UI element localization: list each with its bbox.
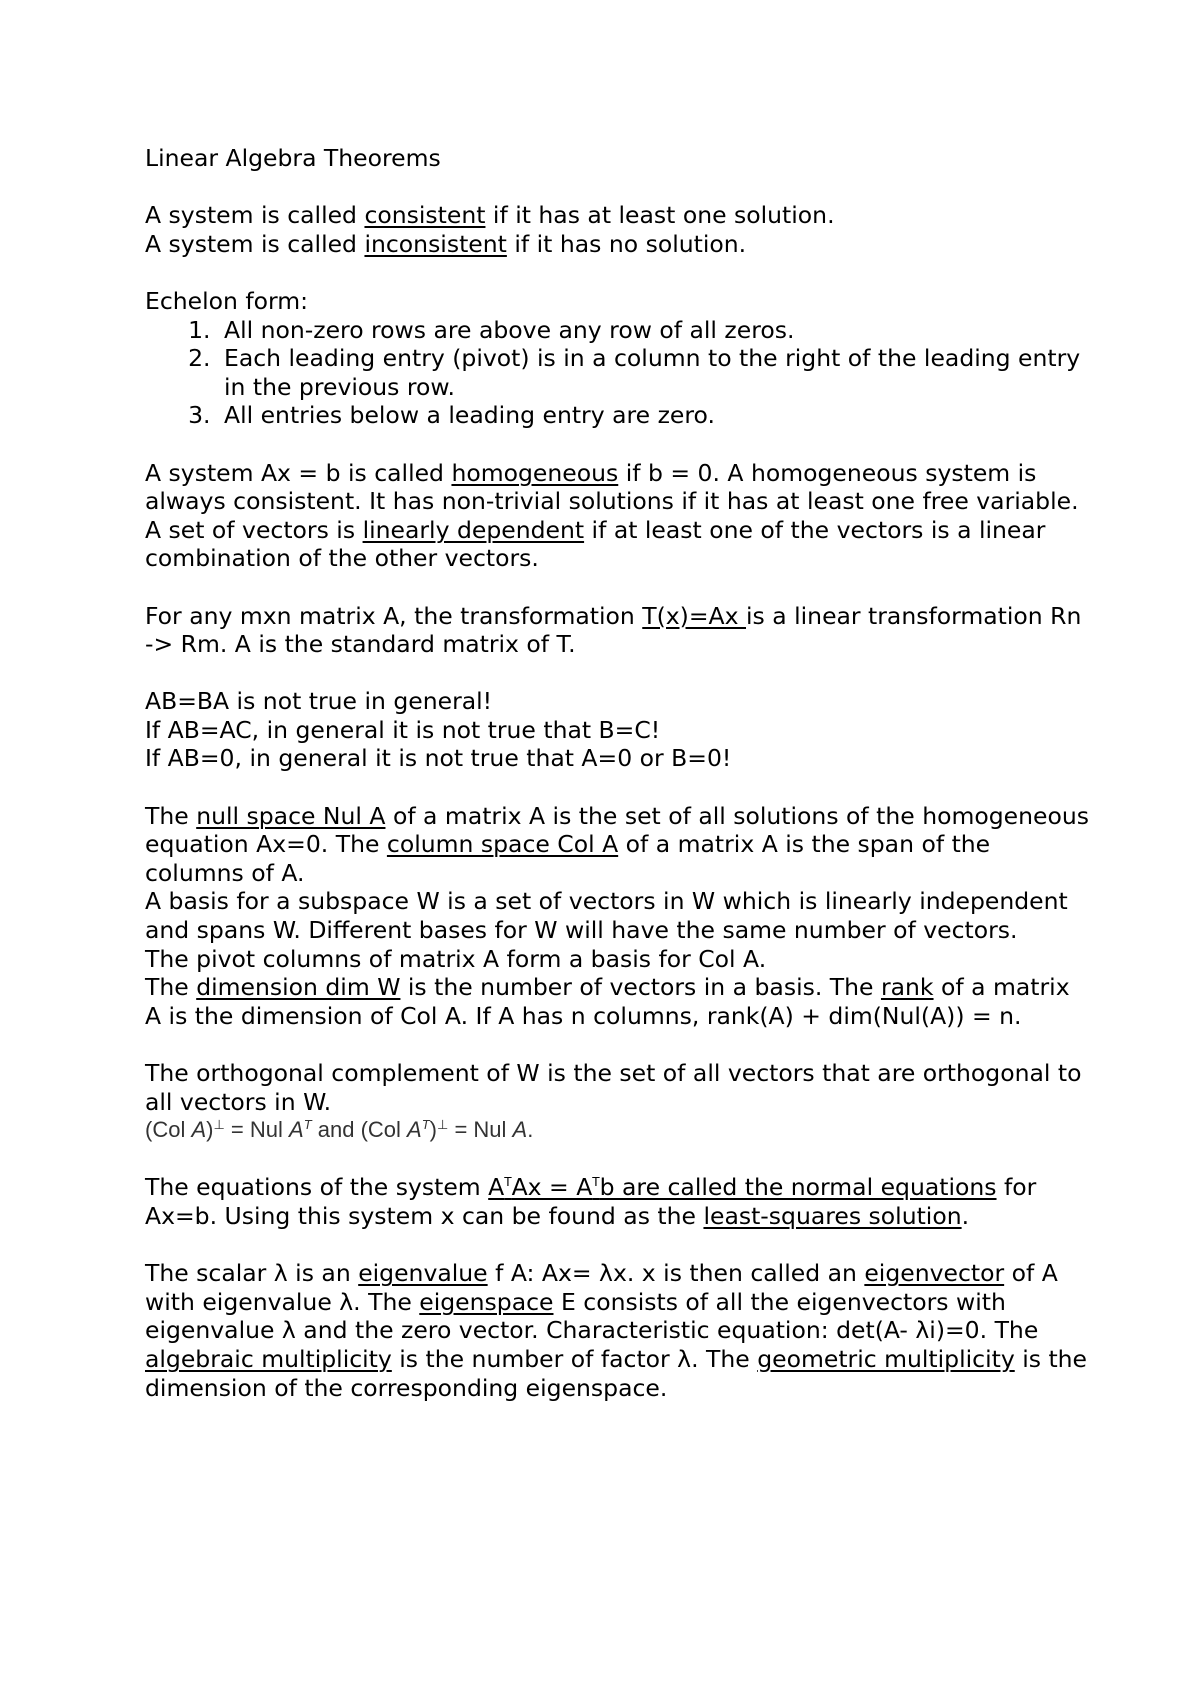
term-inconsistent: inconsistent: [364, 229, 507, 258]
list-item: 3. All entries below a leading entry are zero.: [218, 401, 1090, 430]
eigen-definitions: The scalar λ is an eigenvalue f A: Ax= λx. x is then called an eigenvector of A with eigenvalue λ. The eigenspace E consists of all the eigenvectors with eigenvalue λ and the zero vector. Characteristic equation: det(A- λi)=0. The algebraic multiplicity is the number of factor λ. The geometric multiplicity is the dimension of the corresponding eigenspace.: [145, 1259, 1088, 1402]
term-column-space: column space Col A: [386, 830, 619, 859]
basis-definition: A basis for a subspace W is a set of vectors in W which is linearly independent and spans W. Different bases for W will have the same number of vectors.: [145, 887, 1068, 945]
term-transformation: T(x)=Ax: [642, 601, 746, 630]
term-consistent: consistent: [364, 201, 486, 230]
linear-dependence-definition: A set of vectors is linearly dependent if at least one of the vectors is a linear combination of the other vectors.: [145, 515, 1046, 573]
term-least-squares-solution: least-squares solution: [703, 1201, 962, 1230]
normal-equations-definition: The equations of the system $A^TAx = A^Tb$ are called the normal equations for Ax=b. Using this system x can be found as the least-squares solution.: [145, 1173, 1037, 1230]
warning-line: If AB=AC, in general it is not true that B=C!: [145, 715, 661, 744]
term-homogeneous: homogeneous: [451, 458, 619, 487]
term-linearly-dependent: linearly dependent: [362, 515, 585, 544]
dimension-rank-definition: The dimension dim W is the number of vectors in a basis. The rank of a matrix A is the dimension of Col A. If A has n columns, rank(A) + dim(Nul(A)) = n.: [145, 973, 1070, 1030]
term-normal-equations: $A^TAx = A^Tb$ are called the normal equations: [488, 1173, 997, 1202]
term-eigenvector: eigenvector: [864, 1259, 1005, 1288]
warning-line: If AB=0, in general it is not true that A=0 or B=0!: [145, 744, 732, 773]
list-item: 2. Each leading entry (pivot) is in a column to the right of the leading entry in the previous row.: [218, 344, 1090, 401]
list-item: 1. All non-zero rows are above any row of all zeros.: [218, 316, 1090, 345]
warning-line: AB=BA is not true in general!: [145, 687, 493, 716]
term-eigenvalue: eigenvalue: [358, 1259, 488, 1288]
document-body: [145, 144, 1090, 1402]
term-geometric-multiplicity: geometric multiplicity: [757, 1344, 1015, 1373]
homogeneous-definition: A system Ax = b is called homogeneous if b = 0. A homogeneous system is always consistent. It has non-trivial solutions if it has at least one free variable.: [145, 458, 1079, 516]
pivot-columns-statement: The pivot columns of matrix A form a basis for Col A.: [145, 944, 767, 973]
consistent-definition: A system is called consistent if it has at least one solution.: [145, 201, 835, 230]
term-algebraic-multiplicity: algebraic multiplicity: [145, 1344, 392, 1373]
transformation-definition: For any mxn matrix A, the transformation T(x)=Ax is a linear transformation Rn -> Rm. A is the standard matrix of T.: [145, 601, 1082, 659]
inconsistent-definition: A system is called inconsistent if it has no solution.: [145, 229, 747, 258]
echelon-list: [145, 316, 1090, 430]
term-rank: rank: [880, 973, 934, 1002]
null-column-space-definition: The null space Nul A of a matrix A is the set of all solutions of the homogeneous equation Ax=0. The column space Col A of a matrix A is the span of the columns of A.: [145, 801, 1089, 887]
term-eigenspace: eigenspace: [419, 1287, 554, 1316]
term-dimension: dimension dim W: [196, 973, 401, 1002]
term-null-space: null space Nul A: [196, 801, 386, 830]
echelon-heading: Echelon form:: [145, 286, 309, 315]
orthogonal-complement-definition: The orthogonal complement of W is the set of all vectors that are orthogonal to all vectors in W.: [145, 1059, 1082, 1116]
document-title: Linear Algebra Theorems: [145, 144, 441, 172]
orthogonal-formula: (Col A)⊥ = Nul $A^T$ and (Col $A^T)^\perp$ = Nul A.: [145, 1117, 534, 1143]
